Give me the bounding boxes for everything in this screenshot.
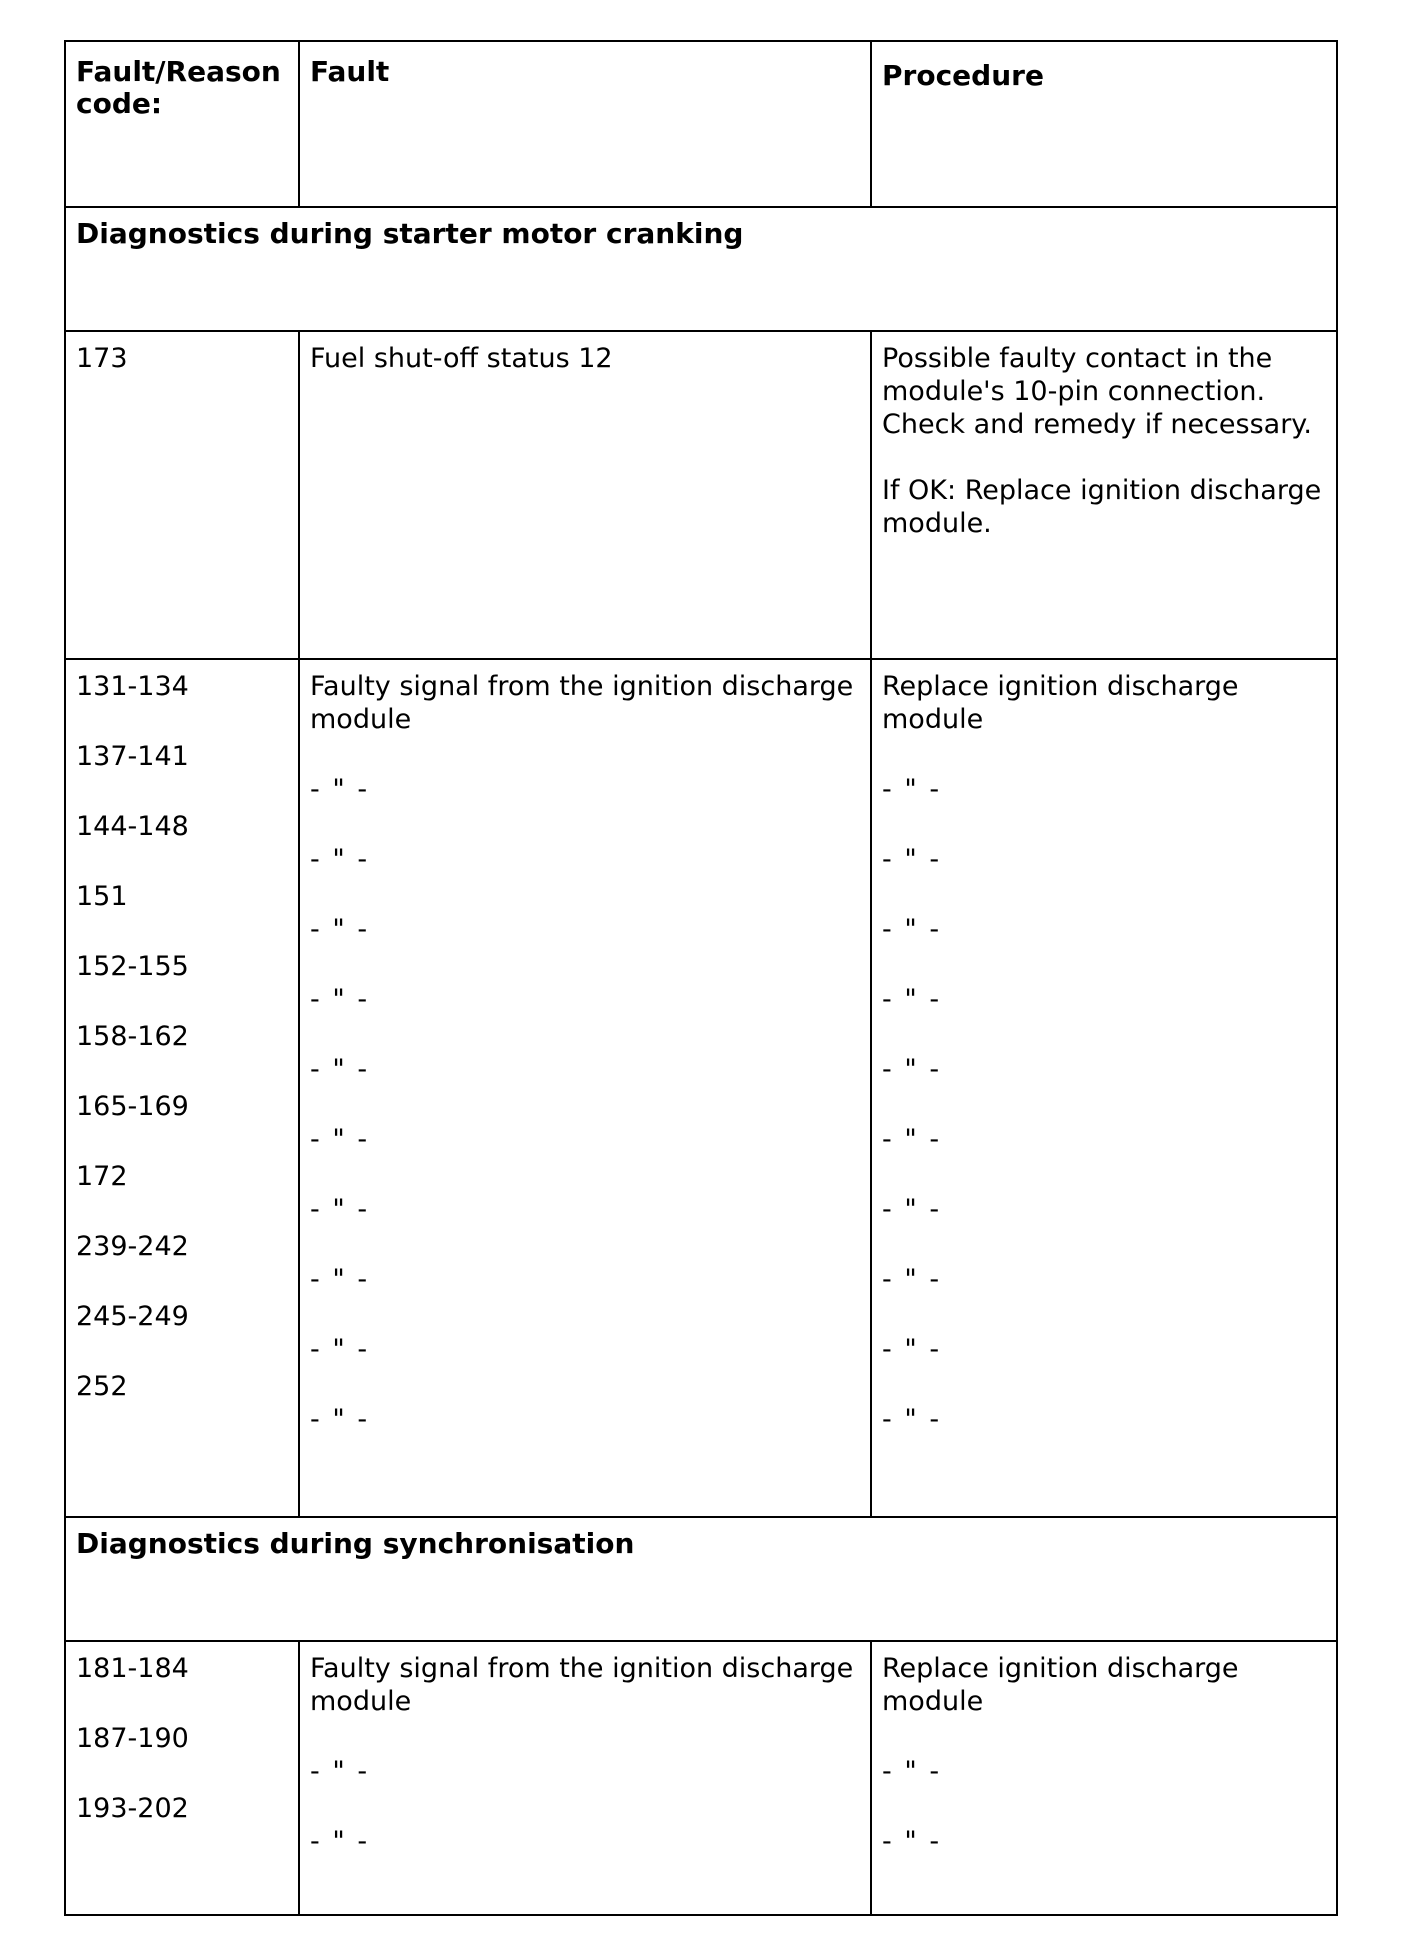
fault-code: 131-134 bbox=[76, 671, 189, 702]
fault-code: 245-249 bbox=[76, 1301, 189, 1332]
code-list bbox=[66, 660, 298, 1440]
ditto-mark: - " - bbox=[310, 1404, 370, 1435]
fault-cell bbox=[299, 1641, 871, 1915]
section-title-cell bbox=[65, 207, 1337, 331]
ditto-mark: - " - bbox=[310, 1264, 370, 1295]
ditto-mark: - " - bbox=[882, 1264, 942, 1295]
fault-code: 187-190 bbox=[76, 1723, 189, 1754]
procedure-text: Replace ignition discharge module bbox=[882, 671, 1239, 735]
table-row bbox=[65, 331, 1337, 659]
procedure-cell bbox=[871, 659, 1337, 1517]
ditto-mark: - " - bbox=[310, 774, 370, 805]
header-code bbox=[65, 41, 299, 207]
header-procedure-label: Procedure bbox=[882, 59, 1044, 92]
fault-code: 252 bbox=[76, 1371, 128, 1402]
ditto-mark: - " - bbox=[882, 1826, 942, 1857]
fault-cell bbox=[299, 331, 871, 659]
fault-code: 165-169 bbox=[76, 1091, 189, 1122]
fault-description: Fuel shut-off status 12 bbox=[310, 343, 613, 374]
procedure-paragraph: If OK: Replace ignition discharge module. bbox=[882, 475, 1322, 539]
header-procedure bbox=[871, 41, 1337, 207]
ditto-mark: - " - bbox=[882, 1404, 942, 1435]
procedure-paragraph: Possible faulty contact in the module's 10-pin connection. Check and remedy if necessary. bbox=[882, 343, 1313, 440]
ditto-mark: - " - bbox=[882, 1124, 942, 1155]
ditto-mark: - " - bbox=[882, 1756, 942, 1787]
ditto-mark: - " - bbox=[310, 844, 370, 875]
code-list bbox=[66, 1642, 298, 1862]
procedure-cell bbox=[871, 331, 1337, 659]
fault-code: 137-141 bbox=[76, 741, 189, 772]
fault-code: 172 bbox=[76, 1161, 128, 1192]
fault-code: 193-202 bbox=[76, 1793, 189, 1824]
fault-code: 152-155 bbox=[76, 951, 189, 982]
ditto-mark: - " - bbox=[310, 1124, 370, 1155]
fault-code: 151 bbox=[76, 881, 128, 912]
fault-code-table bbox=[64, 40, 1338, 1916]
ditto-mark: - " - bbox=[882, 1334, 942, 1365]
ditto-mark: - " - bbox=[310, 1054, 370, 1085]
fault-description: Faulty signal from the ignition discharge module bbox=[310, 671, 854, 735]
table-row bbox=[65, 1641, 1337, 1915]
ditto-mark: - " - bbox=[310, 1334, 370, 1365]
procedure-text bbox=[872, 332, 1336, 540]
fault-description: Faulty signal from the ignition discharge module bbox=[310, 1653, 854, 1717]
fault-code: 173 bbox=[76, 343, 128, 374]
ditto-mark: - " - bbox=[882, 984, 942, 1015]
ditto-mark: - " - bbox=[882, 1194, 942, 1225]
ditto-mark: - " - bbox=[310, 1826, 370, 1857]
ditto-mark: - " - bbox=[310, 1194, 370, 1225]
ditto-mark: - " - bbox=[310, 914, 370, 945]
procedure-text: Replace ignition discharge module bbox=[882, 1653, 1239, 1717]
code-cell bbox=[65, 659, 299, 1517]
code-cell bbox=[65, 1641, 299, 1915]
table-row bbox=[65, 659, 1337, 1517]
header-code-label: Fault/Reason code: bbox=[76, 55, 281, 120]
procedure-cell bbox=[871, 1641, 1337, 1915]
fault-code: 144-148 bbox=[76, 811, 189, 842]
section-title-cell bbox=[65, 1517, 1337, 1641]
ditto-mark: - " - bbox=[882, 774, 942, 805]
table-header-row bbox=[65, 41, 1337, 207]
ditto-mark: - " - bbox=[882, 844, 942, 875]
section-row-synchronisation bbox=[65, 1517, 1337, 1641]
header-fault-label: Fault bbox=[310, 55, 390, 88]
fault-code: 158-162 bbox=[76, 1021, 189, 1052]
ditto-mark: - " - bbox=[882, 1054, 942, 1085]
procedure-list bbox=[872, 1642, 1336, 1895]
ditto-mark: - " - bbox=[310, 1756, 370, 1787]
fault-code: 181-184 bbox=[76, 1653, 189, 1684]
fault-code: 239-242 bbox=[76, 1231, 189, 1262]
procedure-list bbox=[872, 660, 1336, 1473]
section-title: Diagnostics during synchronisation bbox=[76, 1527, 635, 1560]
section-title: Diagnostics during starter motor cranking bbox=[76, 217, 744, 250]
ditto-mark: - " - bbox=[882, 914, 942, 945]
code-cell bbox=[65, 331, 299, 659]
fault-cell bbox=[299, 659, 871, 1517]
fault-list bbox=[300, 1642, 870, 1895]
fault-list bbox=[300, 660, 870, 1473]
header-fault bbox=[299, 41, 871, 207]
section-row-cranking bbox=[65, 207, 1337, 331]
ditto-mark: - " - bbox=[310, 984, 370, 1015]
